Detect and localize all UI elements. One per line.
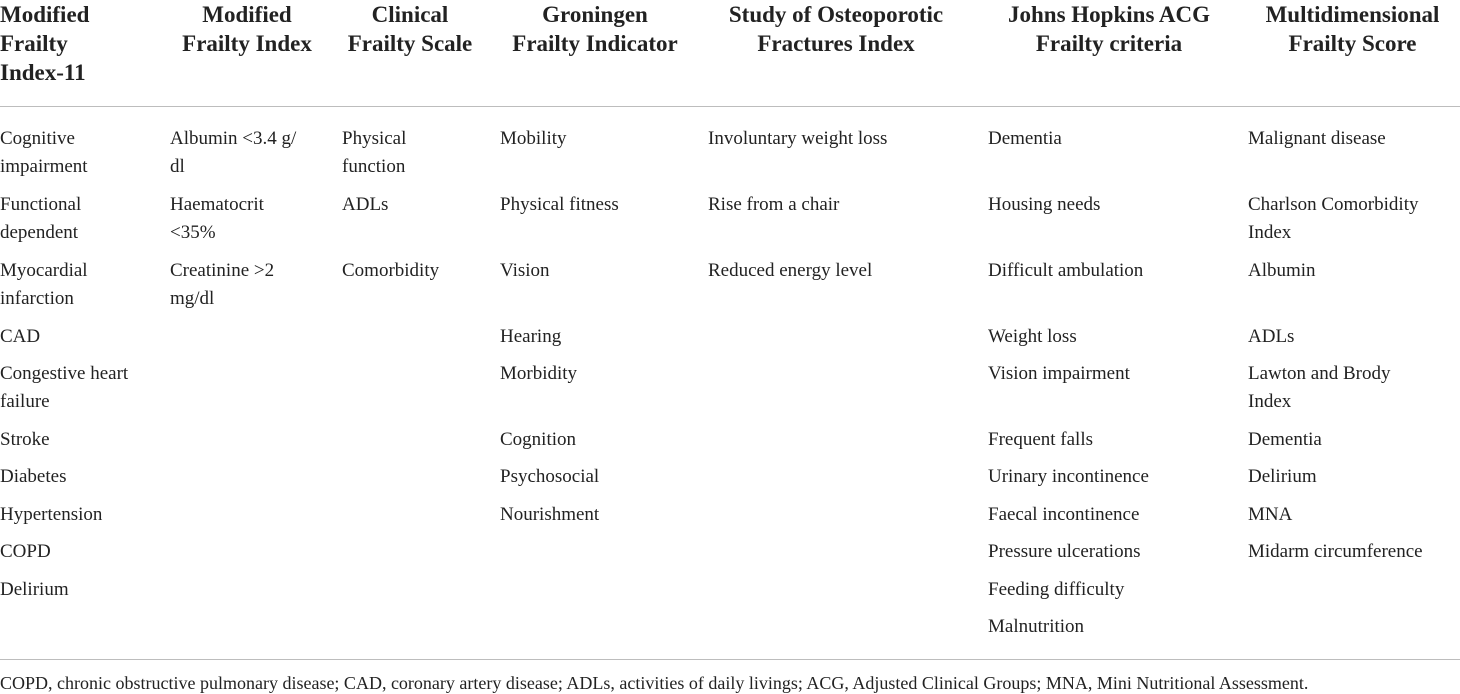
table-cell: Morbidity — [500, 363, 578, 384]
table-cell: Mobility — [500, 128, 567, 149]
table-cell: Cognitive impairment — [0, 128, 88, 177]
table-cell: Urinary incontinence — [988, 466, 1149, 487]
header-multidimensional-frailty-score: Multidimensional Frailty Score — [1265, 2, 1440, 56]
table-cell: Physical fitness — [500, 194, 619, 215]
table-cell: Diabetes — [0, 466, 67, 487]
footer-rule — [0, 659, 1460, 660]
table-cell: Malnutrition — [988, 616, 1085, 637]
table-cell: Frequent falls — [988, 429, 1094, 450]
table-cell: Feeding difficulty — [988, 579, 1125, 600]
table-cell: Albumin <3.4 g/ dl — [170, 128, 297, 177]
table-cell: Dementia — [988, 128, 1062, 149]
table-cell: Creatinine >2 mg/dl — [170, 260, 275, 309]
table-cell: Myocardial infarction — [0, 260, 88, 309]
table-cell: Physical function — [342, 128, 407, 177]
table-cell: Faecal incontinence — [988, 504, 1140, 525]
header-groningen-frailty-indicator: Groningen Frailty Indicator — [512, 2, 678, 56]
table-cell: Hypertension — [0, 504, 103, 525]
table-cell: Albumin — [1248, 260, 1316, 281]
table-cell: Functional dependent — [0, 194, 82, 243]
table-cell: Haematocrit <35% — [170, 194, 264, 243]
table-cell: Congestive heart failure — [0, 363, 129, 412]
table-cell: Psychosocial — [500, 466, 600, 487]
header-sof-index: Study of Osteoporotic Fractures Index — [728, 2, 944, 56]
table-cell: Malignant disease — [1248, 128, 1386, 149]
table-footnote: COPD, chronic obstructive pulmonary disease; CAD, coronary artery disease; ADLs, activities of daily livings; ACG, Adjusted Clinical Groups; MNA, Mini Nutritional Assessment. — [0, 673, 1309, 693]
table-cell: Pressure ulcerations — [988, 541, 1141, 562]
header-clinical-frailty-scale: Clinical Frailty Scale — [347, 2, 473, 56]
table-cell: Hearing — [500, 326, 562, 347]
header-modified-frailty-index: Modified Frailty Index — [182, 2, 312, 56]
table-cell: ADLs — [1248, 326, 1295, 347]
table-cell: Delirium — [1248, 466, 1317, 487]
table-cell: Rise from a chair — [708, 194, 840, 215]
header-modified-frailty-index-11: Modified Frailty Index-11 — [0, 2, 90, 85]
table-cell: Nourishment — [500, 504, 600, 525]
header-johns-hopkins-acg: Johns Hopkins ACG Frailty criteria — [1008, 2, 1210, 56]
table-cell: Lawton and Brody Index — [1248, 363, 1391, 412]
table-cell: Dementia — [1248, 429, 1322, 450]
table-cell: Midarm circumference — [1248, 541, 1423, 562]
table-cell: CAD — [0, 326, 41, 347]
table-cell: Weight loss — [988, 326, 1077, 347]
table-cell: Delirium — [0, 579, 69, 600]
table-cell: Housing needs — [988, 194, 1101, 215]
table-cell: Involuntary weight loss — [708, 128, 888, 149]
table-cell: Stroke — [0, 429, 50, 450]
table-cell: ADLs — [342, 194, 389, 215]
table-cell: COPD — [0, 541, 51, 562]
table-cell: MNA — [1248, 504, 1293, 525]
table-cell: Vision impairment — [988, 363, 1130, 384]
table-cell: Reduced energy level — [708, 260, 873, 281]
table-cell: Comorbidity — [342, 260, 440, 281]
table-cell: Difficult ambulation — [988, 260, 1144, 281]
table-cell: Charlson Comorbidity Index — [1248, 194, 1419, 243]
table-cell: Vision — [500, 260, 550, 281]
table-cell: Cognition — [500, 429, 577, 450]
header-rule — [0, 106, 1460, 107]
